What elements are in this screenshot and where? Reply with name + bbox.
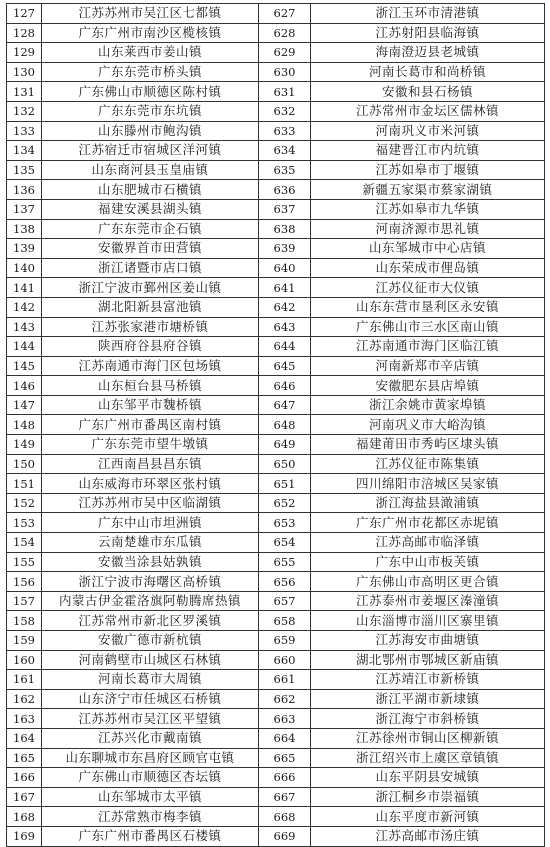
town-right: 山东东营市垦利区永安镇 [311,297,545,317]
town-right: 广东佛山市高明区更合镇 [311,572,545,592]
rank-left: 134 [7,141,42,161]
town-left: 江苏苏州市吴江区七都镇 [42,4,259,24]
town-left: 江苏苏州市吴中区临湖镇 [42,493,259,513]
rank-left: 149 [7,435,42,455]
rank-right: 661 [259,670,311,690]
town-left: 广东佛山市顺德区杏坛镇 [42,768,259,788]
rank-left: 155 [7,552,42,572]
town-right: 四川绵阳市涪城区吴家镇 [311,474,545,494]
rank-left: 135 [7,160,42,180]
town-right: 江苏仪征市大仪镇 [311,278,545,298]
town-left: 山东滕州市鲍沟镇 [42,121,259,141]
table-row [7,415,545,435]
town-left: 江苏常熟市梅李镇 [42,807,259,827]
rank-left: 136 [7,180,42,200]
rank-right: 629 [259,43,311,63]
table-row [7,435,545,455]
table-row [7,807,545,827]
rank-right: 643 [259,317,311,337]
town-right: 广东中山市板芙镇 [311,552,545,572]
town-left: 浙江宁波市鄞州区姜山镇 [42,278,259,298]
table-row [7,62,545,82]
rank-right: 627 [259,4,311,24]
table-row [7,376,545,396]
town-right: 山东邹城市中心店镇 [311,239,545,259]
town-left: 河南鹤壁市山城区石林镇 [42,650,259,670]
table-row [7,219,545,239]
rank-left: 163 [7,709,42,729]
town-left: 浙江宁波市海曙区高桥镇 [42,572,259,592]
rank-left: 157 [7,591,42,611]
rank-right: 669 [259,826,311,846]
rank-right: 641 [259,278,311,298]
town-right: 河南长葛市和尚桥镇 [311,62,545,82]
town-right: 江苏海安市曲塘镇 [311,631,545,651]
town-left: 山东莱西市姜山镇 [42,43,259,63]
town-left: 山东济宁市任城区石桥镇 [42,689,259,709]
town-right: 安徽肥东县店埠镇 [311,376,545,396]
town-left: 浙江诸暨市店口镇 [42,258,259,278]
town-left: 安徽当涂县姑孰镇 [42,552,259,572]
table-row [7,23,545,43]
town-right: 江苏高邮市临泽镇 [311,533,545,553]
rank-left: 161 [7,670,42,690]
rank-right: 657 [259,591,311,611]
rank-left: 132 [7,101,42,121]
town-left: 安徽界首市田营镇 [42,239,259,259]
town-left: 广东东莞市企石镇 [42,219,259,239]
town-right: 江苏徐州市铜山区柳新镇 [311,728,545,748]
rank-left: 138 [7,219,42,239]
town-left: 湖北阳新县富池镇 [42,297,259,317]
rank-right: 632 [259,101,311,121]
rank-left: 156 [7,572,42,592]
town-right: 广东佛山市三水区南山镇 [311,317,545,337]
town-left: 广东中山市坦洲镇 [42,513,259,533]
table-row [7,826,545,846]
town-right: 山东荣成市俚岛镇 [311,258,545,278]
rank-left: 142 [7,297,42,317]
town-right: 福建莆田市秀屿区埭头镇 [311,435,545,455]
town-right: 新疆五家渠市蔡家湖镇 [311,180,545,200]
ranking-sheet [6,3,544,847]
town-right: 江苏南通市海门区临江镇 [311,337,545,357]
town-left: 江苏张家港市塘桥镇 [42,317,259,337]
rank-left: 129 [7,43,42,63]
town-left: 山东聊城市东昌府区顾官屯镇 [42,748,259,768]
town-right: 浙江玉环市清港镇 [311,4,545,24]
table-row [7,141,545,161]
rank-right: 667 [259,787,311,807]
table-row [7,513,545,533]
rank-right: 658 [259,611,311,631]
rank-right: 648 [259,415,311,435]
rank-right: 635 [259,160,311,180]
rank-left: 154 [7,533,42,553]
table-row [7,395,545,415]
table-row [7,670,545,690]
town-right: 江苏常州市金坛区儒林镇 [311,101,545,121]
table-row [7,258,545,278]
rank-right: 639 [259,239,311,259]
town-right: 安徽和县石杨镇 [311,82,545,102]
table-row [7,337,545,357]
town-right: 浙江桐乡市崇福镇 [311,787,545,807]
town-left: 广东东莞市望牛墩镇 [42,435,259,455]
rank-right: 664 [259,728,311,748]
rank-right: 637 [259,199,311,219]
rank-left: 140 [7,258,42,278]
town-right: 江苏如皋市丁堰镇 [311,160,545,180]
town-right: 山东平度市新河镇 [311,807,545,827]
table-row [7,278,545,298]
table-row [7,787,545,807]
rank-right: 666 [259,768,311,788]
rank-right: 640 [259,258,311,278]
town-right: 江苏泰州市姜堰区溱潼镇 [311,591,545,611]
town-left: 山东商河县玉皇庙镇 [42,160,259,180]
table-row [7,239,545,259]
town-left: 山东邹平市魏桥镇 [42,395,259,415]
rank-left: 150 [7,454,42,474]
rank-left: 130 [7,62,42,82]
town-right: 江苏高邮市汤庄镇 [311,826,545,846]
table-row [7,552,545,572]
table-row [7,631,545,651]
town-left: 广东广州市番禺区石楼镇 [42,826,259,846]
rank-left: 146 [7,376,42,396]
rank-right: 634 [259,141,311,161]
town-left: 江苏兴化市戴南镇 [42,728,259,748]
rank-right: 647 [259,395,311,415]
table-row [7,689,545,709]
town-ranking-table [6,3,545,847]
rank-right: 668 [259,807,311,827]
table-row [7,709,545,729]
rank-left: 151 [7,474,42,494]
table-row [7,572,545,592]
table-row [7,533,545,553]
town-left: 内蒙古伊金霍洛旗阿勒腾席热镇 [42,591,259,611]
rank-right: 633 [259,121,311,141]
table-row [7,160,545,180]
table-row [7,199,545,219]
rank-right: 651 [259,474,311,494]
rank-right: 659 [259,631,311,651]
town-right: 海南澄迈县老城镇 [311,43,545,63]
rank-left: 147 [7,395,42,415]
town-right: 河南新郑市辛店镇 [311,356,545,376]
rank-left: 158 [7,611,42,631]
town-right: 湖北鄂州市鄂城区新庙镇 [311,650,545,670]
rank-right: 650 [259,454,311,474]
table-body [7,4,545,847]
town-right: 江苏射阳县临海镇 [311,23,545,43]
rank-right: 638 [259,219,311,239]
town-left: 山东桓台县马桥镇 [42,376,259,396]
rank-right: 642 [259,297,311,317]
rank-left: 166 [7,768,42,788]
table-row [7,180,545,200]
rank-left: 167 [7,787,42,807]
rank-left: 169 [7,826,42,846]
rank-right: 652 [259,493,311,513]
rank-left: 145 [7,356,42,376]
rank-left: 127 [7,4,42,24]
rank-right: 660 [259,650,311,670]
town-right: 浙江余姚市黄家埠镇 [311,395,545,415]
town-left: 广东东莞市东坑镇 [42,101,259,121]
town-left: 广东广州市南沙区榄核镇 [42,23,259,43]
rank-left: 159 [7,631,42,651]
table-row [7,611,545,631]
town-left: 广东佛山市顺德区陈村镇 [42,82,259,102]
town-right: 江苏靖江市新桥镇 [311,670,545,690]
town-left: 江西南昌县昌东镇 [42,454,259,474]
town-right: 福建晋江市内坑镇 [311,141,545,161]
rank-left: 148 [7,415,42,435]
rank-left: 168 [7,807,42,827]
rank-left: 137 [7,199,42,219]
town-right: 广东广州市花都区赤坭镇 [311,513,545,533]
rank-right: 653 [259,513,311,533]
town-left: 河南长葛市大周镇 [42,670,259,690]
town-right: 山东淄博市淄川区寨里镇 [311,611,545,631]
rank-right: 663 [259,709,311,729]
table-row [7,43,545,63]
table-row [7,454,545,474]
town-left: 江苏常州市新北区罗溪镇 [42,611,259,631]
town-left: 江苏南通市海门区包场镇 [42,356,259,376]
town-left: 福建安溪县湖头镇 [42,199,259,219]
table-row [7,4,545,24]
town-left: 云南楚雄市东瓜镇 [42,533,259,553]
table-row [7,591,545,611]
rank-right: 646 [259,376,311,396]
table-row [7,748,545,768]
rank-right: 655 [259,552,311,572]
town-left: 山东肥城市石横镇 [42,180,259,200]
rank-right: 631 [259,82,311,102]
table-row [7,121,545,141]
town-left: 广东广州市番禺区南村镇 [42,415,259,435]
town-left: 广东东莞市桥头镇 [42,62,259,82]
rank-left: 143 [7,317,42,337]
rank-right: 644 [259,337,311,357]
table-row [7,101,545,121]
town-left: 山东邹城市太平镇 [42,787,259,807]
town-right: 浙江海盐县澉浦镇 [311,493,545,513]
rank-left: 133 [7,121,42,141]
rank-left: 152 [7,493,42,513]
table-row [7,297,545,317]
rank-left: 131 [7,82,42,102]
rank-left: 164 [7,728,42,748]
table-row [7,82,545,102]
rank-right: 654 [259,533,311,553]
town-left: 江苏苏州市吴江区平望镇 [42,709,259,729]
town-left: 陕西府谷县府谷镇 [42,337,259,357]
town-left: 山东威海市环翠区张村镇 [42,474,259,494]
town-right: 河南巩义市米河镇 [311,121,545,141]
table-row [7,356,545,376]
town-right: 山东平阴县安城镇 [311,768,545,788]
table-row [7,650,545,670]
rank-left: 139 [7,239,42,259]
town-left: 安徽广德市新杭镇 [42,631,259,651]
rank-right: 630 [259,62,311,82]
rank-left: 128 [7,23,42,43]
table-row [7,493,545,513]
rank-right: 665 [259,748,311,768]
town-right: 江苏如皋市九华镇 [311,199,545,219]
rank-left: 165 [7,748,42,768]
rank-right: 662 [259,689,311,709]
town-right: 浙江海宁市斜桥镇 [311,709,545,729]
rank-right: 628 [259,23,311,43]
town-right: 江苏仪征市陈集镇 [311,454,545,474]
rank-left: 144 [7,337,42,357]
rank-right: 649 [259,435,311,455]
rank-left: 153 [7,513,42,533]
town-right: 河南济源市思礼镇 [311,219,545,239]
table-row [7,474,545,494]
rank-right: 656 [259,572,311,592]
rank-left: 162 [7,689,42,709]
rank-left: 141 [7,278,42,298]
rank-right: 636 [259,180,311,200]
town-right: 浙江绍兴市上虞区章镇镇 [311,748,545,768]
town-right: 河南巩义市大峪沟镇 [311,415,545,435]
town-left: 江苏宿迁市宿城区洋河镇 [42,141,259,161]
rank-left: 160 [7,650,42,670]
table-row [7,317,545,337]
town-right: 浙江平湖市新埭镇 [311,689,545,709]
table-row [7,728,545,748]
rank-right: 645 [259,356,311,376]
table-row [7,768,545,788]
